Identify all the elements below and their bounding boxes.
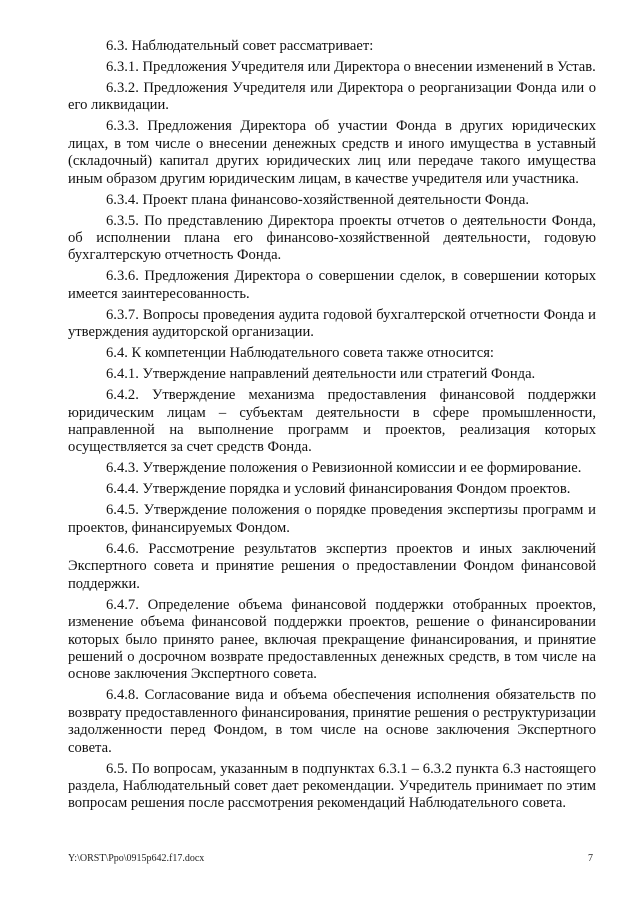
page-number: 7 [588, 853, 593, 864]
paragraph-6-4-4: 6.4.4. Утверждение порядка и условий финансирования Фондом проектов. [106, 481, 571, 498]
paragraph-6-4-7: 6.4.7. Определение объема финансовой поддержки отобранных проектов, изменение объема финансовой поддержки проектов, решение о финансировании которых было принято ранее, включая прекращение финансирования, и принятие решений о досрочном возврате предоставленных денежных средств, в том числе на основе заключения Экспертного совета. [68, 596, 596, 683]
footer-file-path: Y:\ORST\Ppo\0915p642.f17.docx [68, 853, 205, 864]
paragraph-6-3-4: 6.3.4. Проект плана финансово-хозяйственной деятельности Фонда. [106, 191, 530, 208]
paragraph-6-4-2: 6.4.2. Утверждение механизма предоставления финансовой поддержки юридическим лицам – субъектам деятельности в сфере промышленности, направленной на выполнение программ и проектов, реализация которых осуществляется за счет средств Фонда. [68, 387, 596, 456]
paragraph-6-3-1: 6.3.1. Предложения Учредителя или Директора о внесении изменений в Устав. [106, 59, 596, 75]
paragraph-6-3: 6.3. Наблюдательный совет рассматривает: [106, 38, 374, 54]
paragraph-6-3-6: 6.3.6. Предложения Директора о совершении сделок, в совершении которых имеется заинтересованность. [68, 268, 596, 302]
paragraph-6-4-5: 6.4.5. Утверждение положения о порядке проведения экспертизы программ и проектов, финансируемых Фондом. [68, 502, 596, 536]
paragraph-6-3-2: 6.3.2. Предложения Учредителя или Директора о реорганизации Фонда или о его ликвидации. [68, 80, 596, 114]
paragraph-6-3-3: 6.3.3. Предложения Директора об участии Фонда в других юридических лицах, в том числе о внесении денежных средств и иного имущества в уставный (складочный) капитал других юридических лиц или передаче такого имущества иным образом другим юридическим лицам, в качестве учредителя или участника. [68, 118, 596, 187]
paragraph-6-4-1: 6.4.1. Утверждение направлений деятельности или стратегий Фонда. [106, 366, 536, 383]
paragraph-6-4: 6.4. К компетенции Наблюдательного совета также относится: [106, 345, 494, 362]
paragraph-6-3-5: 6.3.5. По представлению Директора проекты отчетов о деятельности Фонда, об исполнении плана его финансово-хозяйственной деятельности, годовую бухгалтерскую отчетность Фонда. [68, 212, 596, 264]
paragraph-6-4-6: 6.4.6. Рассмотрение результатов экспертиз проектов и иных заключений Экспертного совета и принятие решения о предоставлении Фондом финансовой поддержки. [68, 540, 596, 592]
paragraph-6-4-3: 6.4.3. Утверждение положения о Ревизионной комиссии и ее формирование. [106, 460, 582, 477]
paragraph-6-3-7: 6.3.7. Вопросы проведения аудита годовой бухгалтерской отчетности Фонда и утверждения аудиторской организации. [68, 306, 596, 341]
paragraph-6-5: 6.5. По вопросам, указанным в подпунктах 6.3.1 – 6.3.2 пункта 6.3 настоящего раздела, Наблюдательный совет дает рекомендации. Учредитель принимает по этим вопросам решения после рассмотрения рекомендаций Наблюдательного совета. [68, 760, 596, 812]
paragraph-6-4-8: 6.4.8. Согласование вида и объема обеспечения исполнения обязательств по возврату предоставленного финансирования, принятие решения о реструктуризации задолженности перед Фондом, в том числе на основе заключения Экспертного совета. [68, 687, 596, 756]
document-body [68, 38, 596, 816]
